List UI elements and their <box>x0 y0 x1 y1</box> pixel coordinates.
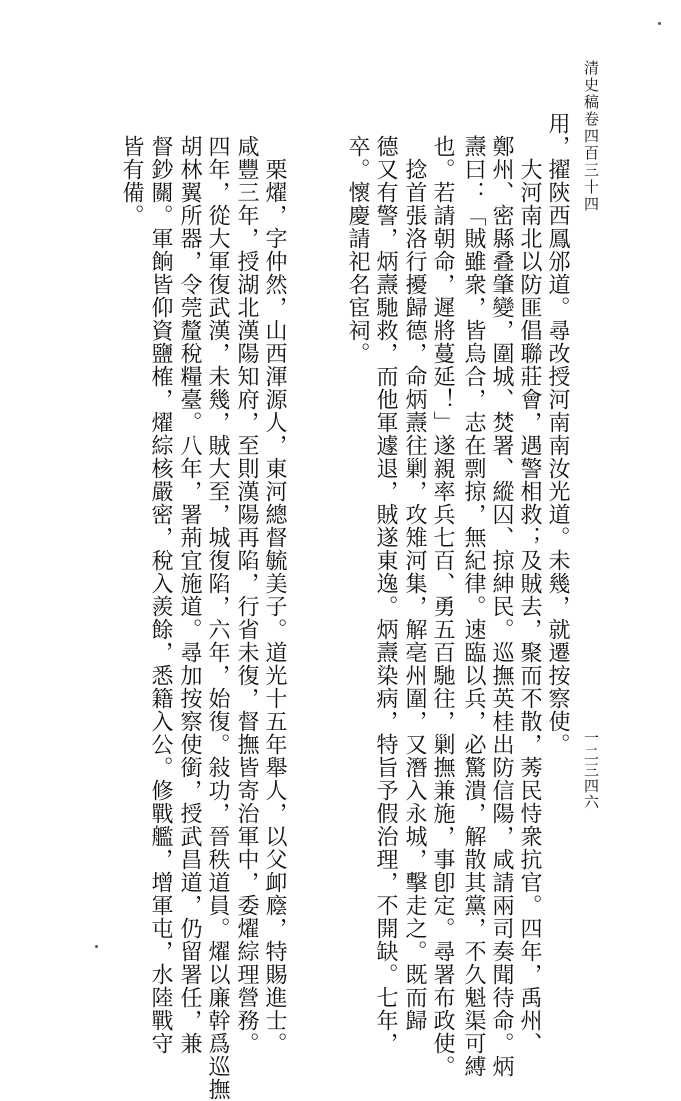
text-column-12: 胡林翼所器，令莞釐稅糧臺。八年，署荊宜施道。尋加按察使銜，授武昌道，仍留署任，兼 <box>177 135 202 1055</box>
text-column-8: 卒。懷慶請祀名宦祠。 <box>345 135 370 365</box>
scan-speck <box>95 945 98 948</box>
text-column-9: 栗燿，字仲然，山西渾源人，東河總督毓美子。道光十五年舉人，以父卹廕，特賜進士。 <box>262 158 287 1055</box>
text-column-3: 鄭州、密縣叠肇變，圍城、焚署、縱囚、掠紳民。巡撫英桂出防信陽，咸請兩司奏聞待命。炳 <box>489 135 514 1078</box>
text-column-2: 大河南北以防匪倡聯莊會，遇警相救；及賊去，聚而不散，莠民恃衆抗官。四年，禹州、 <box>517 158 542 1055</box>
text-column-1: 用，擢陝西鳳邠道。尋改授河南南汝光道。未幾，就遷按察使。 <box>545 112 570 756</box>
text-column-4: 燾曰：「賊雖衆，皆烏合，志在剽掠，無紀律。速臨以兵，必驚潰，解散其黨，不久魁渠可縛 <box>461 135 486 1078</box>
running-header-title: 清史稿卷四百三十四 <box>582 60 600 213</box>
text-column-7: 德又有警，炳燾馳救，而他軍遽退，賊遂東逸。炳燾染病，特旨予假治理，不開缺。七年， <box>373 135 398 1055</box>
text-column-11: 四年，從大軍復武漢，未幾，賊大至，城復陷，六年，始復。敍功，晉秩道員。燿以廉幹爲巡撫 <box>205 135 230 1101</box>
text-column-14: 皆有備。 <box>119 135 144 227</box>
text-column-6: 捻首張洛行擾歸德，命炳燾往剿，攻雉河集，解亳州圍，又潛入永城，擊走之。既而歸 <box>402 158 427 1032</box>
text-column-5: 也。若請朝命，遲將蔓延！」遂親率兵七百、勇五百馳往，剿撫兼施，事卽定。尋署布政使。 <box>430 135 455 1078</box>
text-column-10: 咸豐三年，授湖北漢陽知府，至則漢陽再陷，行省未復，督撫皆寄治軍中，委燿綜理營務。 <box>234 135 259 1055</box>
scan-speck <box>658 22 661 25</box>
page-number: 一二三四六 <box>582 730 600 810</box>
text-column-13: 督鈔關。軍餉皆仰資鹽榷，燿綜核嚴密，稅入羨餘，悉籍入公。修戰艦，增軍屯，水陸戰守 <box>148 135 173 1055</box>
